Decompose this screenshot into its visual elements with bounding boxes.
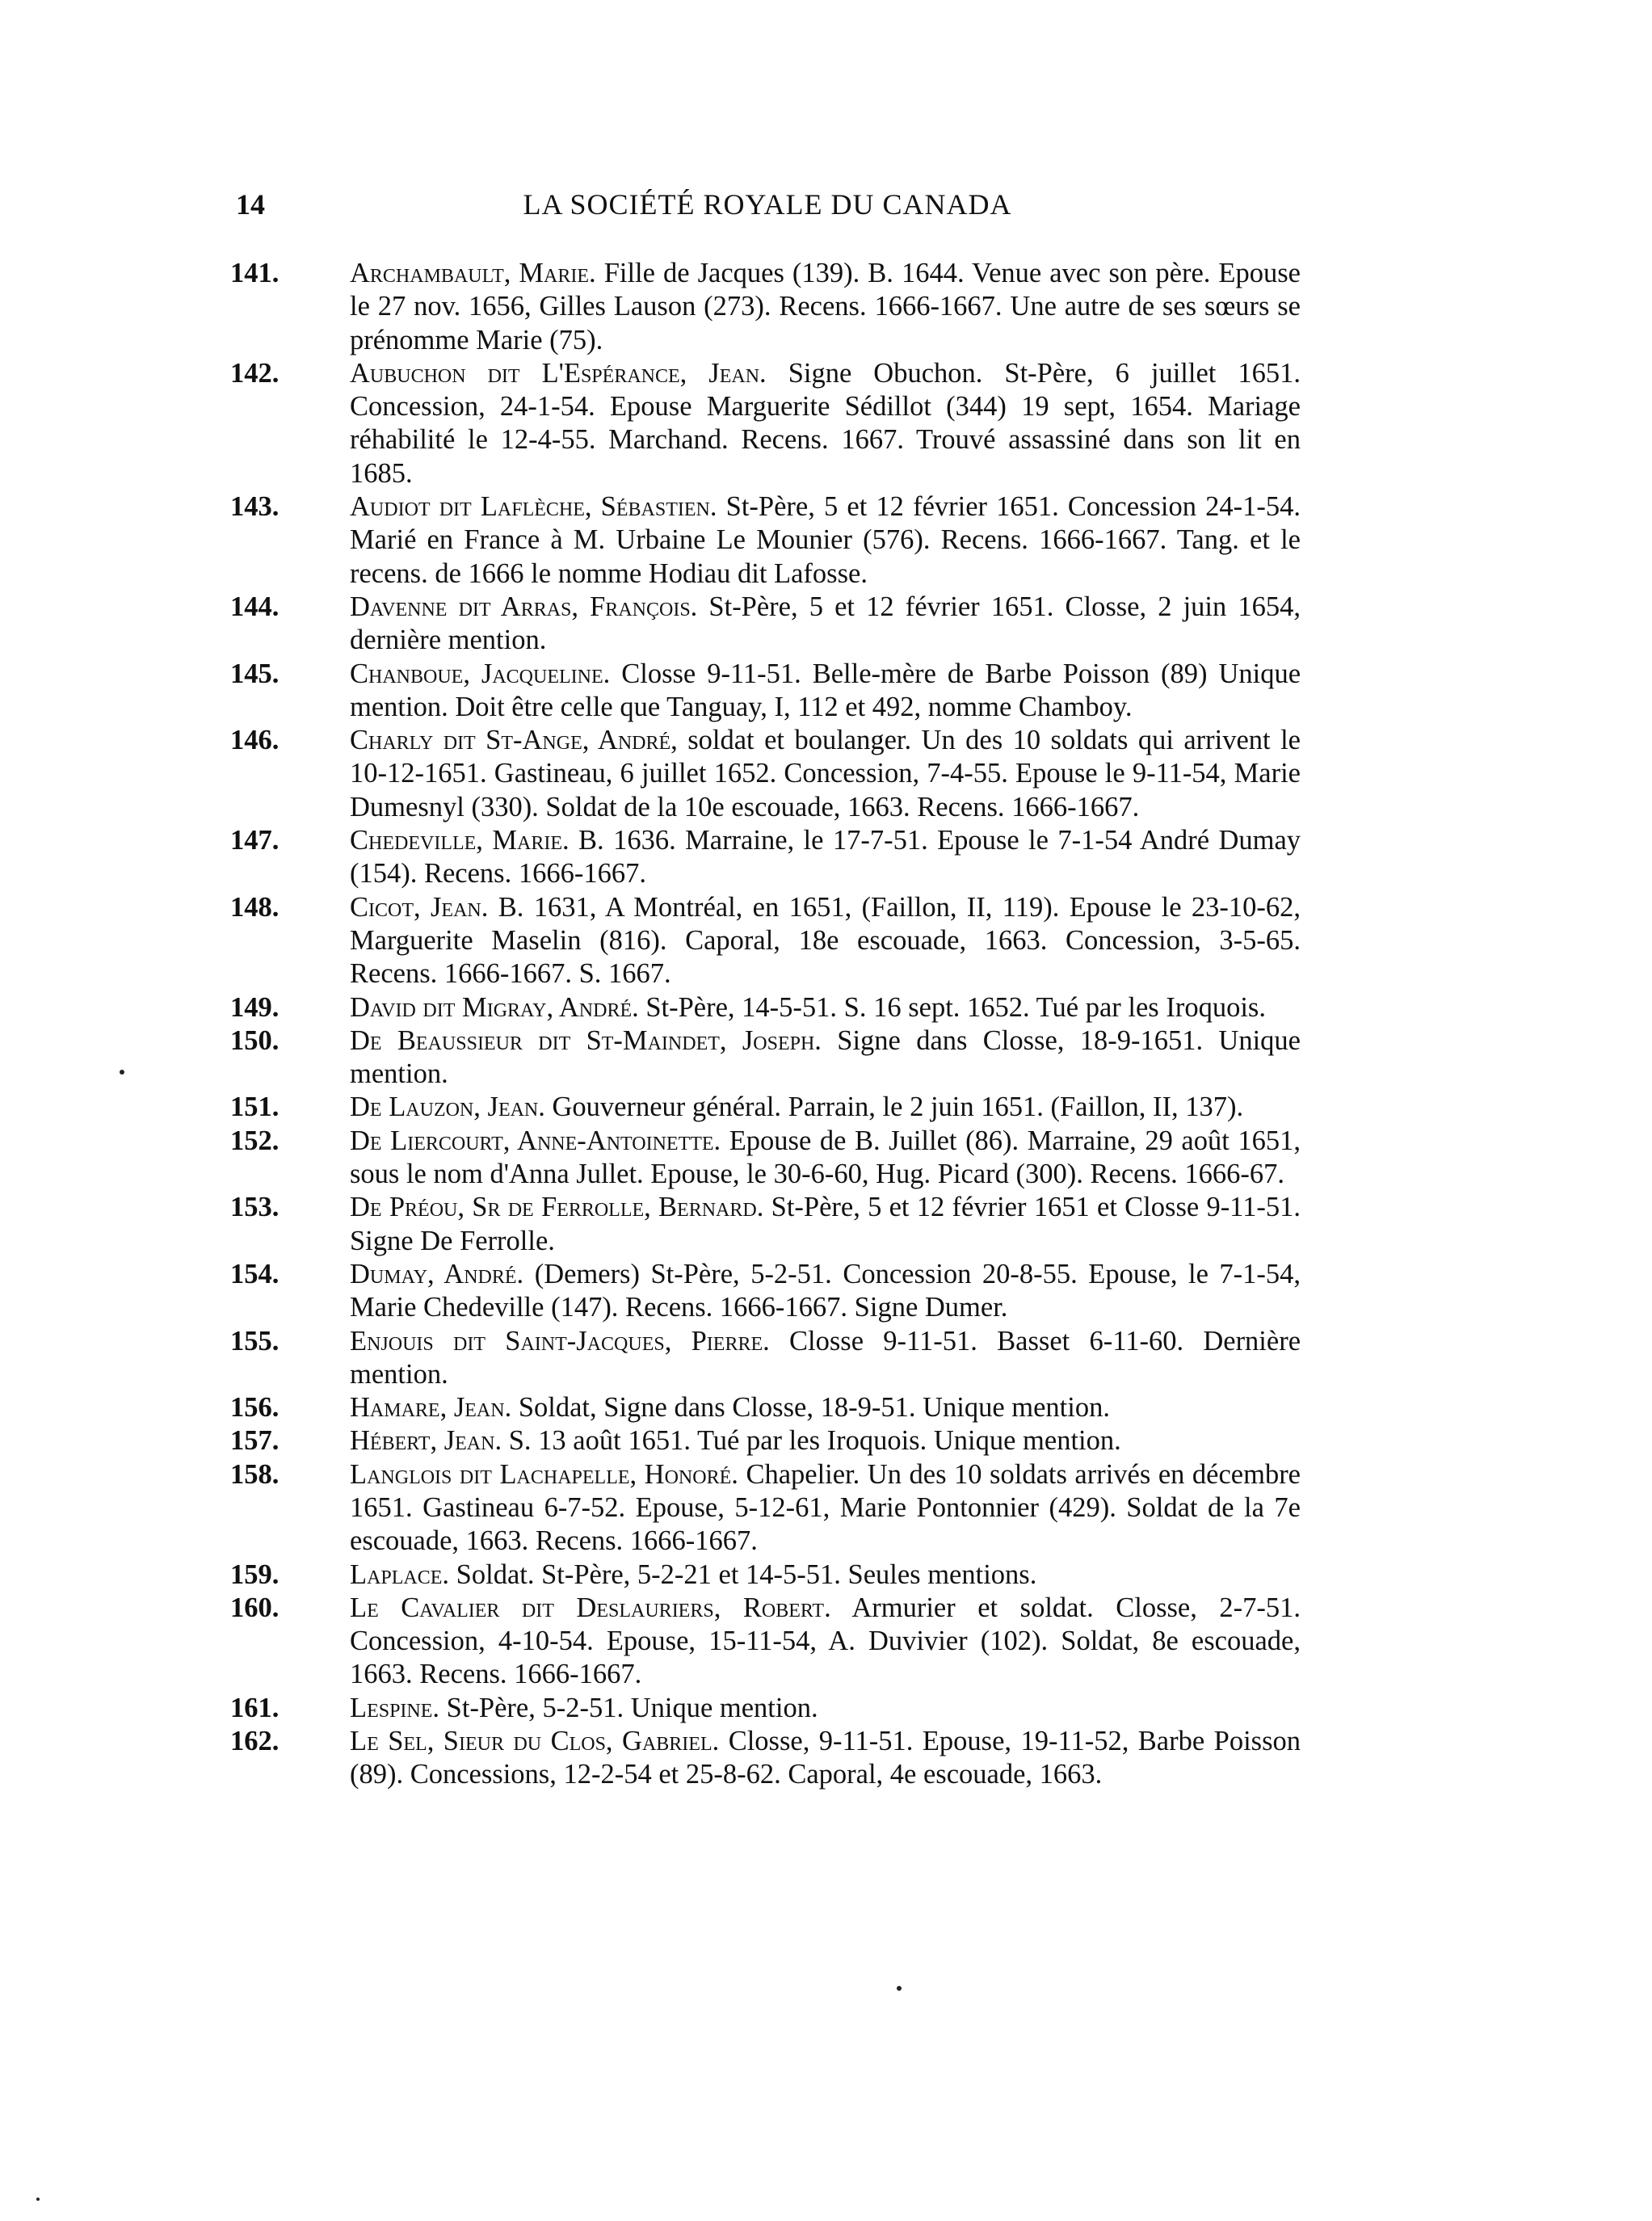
- entry-text: St-Père, 5 et 12 février 1651. Closse, 2 juin 1654, dernière mention.: [350, 591, 1301, 656]
- entry: [230, 658, 1301, 725]
- entry-number: 153.: [230, 1192, 280, 1223]
- entry-text: Chapelier. Un des 10 soldats arrivés en décembre 1651. Gastineau 6-7-52. Epouse, 5-12-61, Marie Pontonnier (429). Soldat de la 7e escouade, 1663. Recens. 1666-1667.: [350, 1458, 1301, 1557]
- entry-text: Fille de Jacques (139). B. 1644. Venue avec son père. Epouse le 27 nov. 1656, Gilles Lauson (273). Recens. 1666-1667. Une autre de ses sœurs se prénomme Marie (75).: [350, 258, 1301, 355]
- entry-name: Audiot dit Laflèche, Sébastien.: [350, 491, 717, 523]
- entry-name: Le Cavalier dit Deslauriers, Robert.: [350, 1592, 831, 1623]
- entry-name: Charly dit St-Ange, André,: [350, 725, 678, 756]
- entry-name: Hamare, Jean.: [350, 1392, 512, 1424]
- page-number: 14: [236, 188, 265, 221]
- entry: [230, 591, 1301, 658]
- entry-text: Signe Obuchon. St-Père, 6 juillet 1651. Concession, 24-1-54. Epouse Marguerite Sédillot (344) 19 sept, 1654. Mariage réhabilité le 12-4-55. Marchand. Recens. 1667. Trouvé assassiné dans son lit en 1685.: [350, 357, 1301, 489]
- margin-speck: [897, 1986, 902, 1991]
- entry-text: Armurier et soldat. Closse, 2-7-51. Concession, 4-10-54. Epouse, 15-11-54, A. Duvivier (102). Soldat, 8e escouade, 1663. Recens. 1666-1667.: [350, 1592, 1301, 1690]
- entry-text: Closse 9-11-51. Basset 6-11-60. Dernière mention.: [350, 1325, 1301, 1390]
- entry: [230, 891, 1301, 991]
- entry: [230, 1558, 1301, 1592]
- entry: [230, 1191, 1301, 1258]
- entry-text: Closse, 9-11-51. Epouse, 19-11-52, Barbe Poisson (89). Concessions, 12-2-54 et 25-8-62. Caporal, 4e escouade, 1663.: [350, 1726, 1301, 1790]
- entry-name: Lespine.: [350, 1692, 440, 1723]
- entry-number: 154.: [230, 1258, 280, 1289]
- running-title: LA SOCIÉTÉ ROYALE DU CANADA: [523, 188, 1012, 221]
- entry-number: 157.: [230, 1425, 280, 1457]
- entry: [230, 357, 1301, 490]
- entry: [230, 1125, 1301, 1192]
- entry-number: 151.: [230, 1092, 280, 1123]
- entry: [230, 257, 1301, 357]
- entry-number: 146.: [230, 725, 280, 756]
- entry-number: 141.: [230, 258, 280, 288]
- entry-number: 159.: [230, 1558, 280, 1590]
- entry-name: Laplace.: [350, 1558, 450, 1590]
- entry-text: Soldat, Signe dans Closse, 18-9-51. Unique mention.: [518, 1392, 1110, 1424]
- entry-text: soldat et boulanger. Un des 10 soldats qui arrivent le 10-12-1651. Gastineau, 6 juillet 1652. Concession, 7-4-55. Epouse le 9-11-54, Marie Dumesnyl (330). Soldat de la 10e escouade, 1663. Recens. 1666-1667.: [350, 725, 1301, 822]
- entry-number: 156.: [230, 1392, 280, 1424]
- entry-number: 143.: [230, 491, 280, 523]
- entry-name: Chedeville, Marie.: [350, 825, 570, 856]
- entry: [230, 824, 1301, 891]
- entry: [230, 1258, 1301, 1325]
- entry-name: Archambault, Marie.: [350, 258, 596, 288]
- entry-text: B. 1631, A Montréal, en 1651, (Faillon, II, 119). Epouse le 23-10-62, Marguerite Maselin (816). Caporal, 18e escouade, 1663. Concession, 3-5-65. Recens. 1666-1667. S. 1667.: [350, 891, 1301, 990]
- entry: [230, 1325, 1301, 1392]
- entry-text: St-Père, 14-5-51. S. 16 sept. 1652. Tué par les Iroquois.: [645, 991, 1266, 1023]
- entry-name: Aubuchon dit L'Espérance, Jean.: [350, 357, 767, 389]
- entry-text: Signe dans Closse, 18-9-1651. Unique mention.: [350, 1024, 1301, 1090]
- entry-text: St-Père, 5 et 12 février 1651 et Closse 9-11-51. Signe De Ferrolle.: [350, 1192, 1301, 1256]
- entry: [230, 1424, 1301, 1458]
- entry-number: 147.: [230, 825, 280, 856]
- entry: [230, 1592, 1301, 1692]
- entry-name: David dit Migray, André.: [350, 991, 639, 1023]
- entry: [230, 991, 1301, 1024]
- entry-number: 150.: [230, 1024, 280, 1056]
- entry-name: Le Sel, Sieur du Clos, Gabriel.: [350, 1726, 720, 1757]
- entry-name: Cicot, Jean.: [350, 891, 489, 923]
- entry-name: De Préou, Sr de Ferrolle, Bernard.: [350, 1192, 764, 1223]
- entry-number: 160.: [230, 1592, 280, 1623]
- entry-name: Hébert, Jean.: [350, 1425, 502, 1457]
- entry-text: Gouverneur général. Parrain, le 2 juin 1651. (Faillon, II, 137).: [552, 1092, 1244, 1123]
- entry: [230, 1725, 1301, 1792]
- entry-name: De Lauzon, Jean.: [350, 1092, 545, 1123]
- entry-name: Davenne dit Arras, François.: [350, 591, 698, 622]
- entry-number: 145.: [230, 658, 280, 689]
- entry-name: Enjouis dit Saint-Jacques, Pierre.: [350, 1325, 770, 1357]
- entry: [230, 1458, 1301, 1558]
- entry: [230, 490, 1301, 591]
- entry-name: De Liercourt, Anne-Antoinette.: [350, 1125, 721, 1156]
- entry-number: 144.: [230, 591, 280, 622]
- entry-name: Langlois dit Lachapelle, Honoré.: [350, 1458, 738, 1490]
- entry-number: 152.: [230, 1125, 280, 1156]
- entry-list: [230, 257, 1301, 1792]
- entry-number: 142.: [230, 357, 280, 389]
- page-header: [236, 187, 1299, 228]
- entry-number: 155.: [230, 1325, 280, 1357]
- entry-number: 158.: [230, 1458, 280, 1490]
- margin-speck: [36, 2198, 40, 2201]
- entry-text: Soldat. St-Père, 5-2-21 et 14-5-51. Seules mentions.: [456, 1558, 1037, 1590]
- entry-number: 162.: [230, 1726, 280, 1757]
- entry-number: 148.: [230, 891, 280, 923]
- entry-text: S. 13 août 1651. Tué par les Iroquois. Unique mention.: [508, 1425, 1121, 1457]
- entry: [230, 1692, 1301, 1725]
- entry-text: Closse 9-11-51. Belle-mère de Barbe Poisson (89) Unique mention. Doit être celle que Tanguay, I, 112 et 492, nomme Chamboy.: [350, 658, 1301, 722]
- margin-speck: [120, 1070, 124, 1075]
- entry-text: St-Père, 5 et 12 février 1651. Concession 24-1-54. Marié en France à M. Urbaine Le Mounier (576). Recens. 1666-1667. Tang. et le recens. de 1666 le nomme Hodiau dit Lafosse.: [350, 491, 1301, 589]
- entry: [230, 1091, 1301, 1124]
- entry-name: De Beaussieur dit St-Maindet, Joseph.: [350, 1024, 822, 1056]
- entry-name: Chanboue, Jacqueline.: [350, 658, 611, 689]
- entry-text: Epouse de B. Juillet (86). Marraine, 29 août 1651, sous le nom d'Anna Jullet. Epouse, le 30-6-60, Hug. Picard (300). Recens. 1666-67.: [350, 1125, 1301, 1190]
- entry: [230, 1391, 1301, 1424]
- entry-text: B. 1636. Marraine, le 17-7-51. Epouse le 7-1-54 André Dumay (154). Recens. 1666-1667.: [350, 825, 1301, 890]
- entry-text: (Demers) St-Père, 5-2-51. Concession 20-8-55. Epouse, le 7-1-54, Marie Chedeville (147). Recens. 1666-1667. Signe Dumer.: [350, 1258, 1301, 1323]
- entry-text: St-Père, 5-2-51. Unique mention.: [446, 1692, 818, 1723]
- entry-number: 149.: [230, 991, 280, 1023]
- entry-number: 161.: [230, 1692, 280, 1723]
- entry: [230, 1024, 1301, 1092]
- entry: [230, 724, 1301, 824]
- entry-name: Dumay, André.: [350, 1258, 524, 1289]
